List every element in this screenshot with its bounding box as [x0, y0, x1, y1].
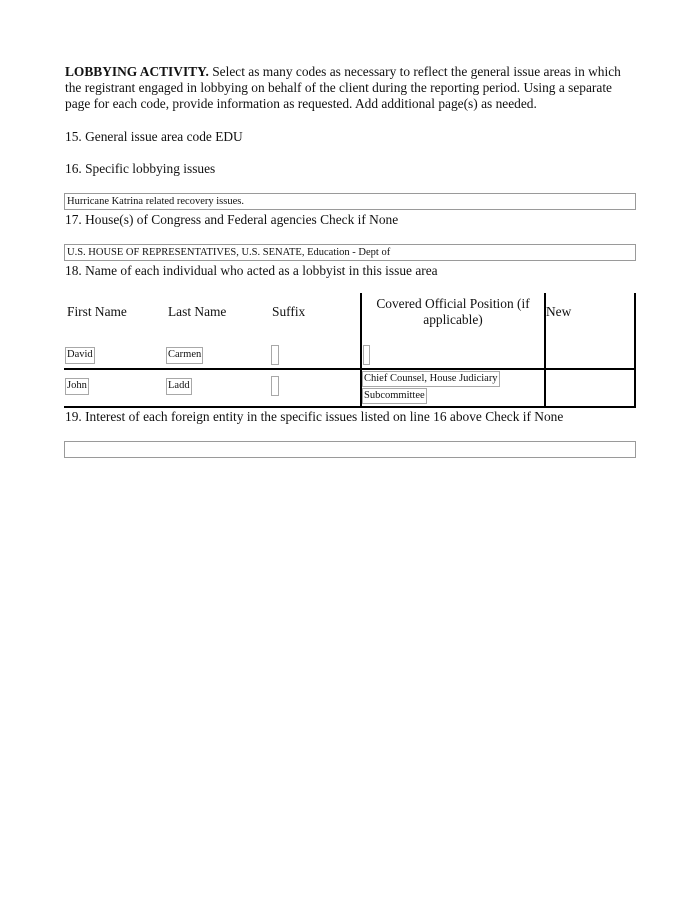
foreign-entity-field[interactable]: [64, 441, 636, 458]
col-new: New: [546, 304, 572, 319]
intro-paragraph: [65, 64, 640, 112]
item15-label: 15. General issue area code EDU: [65, 129, 243, 144]
table-row-divider: [64, 368, 636, 370]
table-divider: [634, 293, 636, 408]
col-suffix: Suffix: [272, 304, 306, 319]
intro-heading: LOBBYING ACTIVITY.: [65, 64, 209, 79]
item19-label: 19. Interest of each foreign entity in the specific issues listed on line 16 above Check if None: [65, 409, 564, 424]
intro-text: Select as many codes as necessary to reflect the general issue areas in which the registrant engaged in lobbying on behalf of the client during the reporting period. Using a separate page for each code, provide information as requested. Add additional page(s) as needed.: [65, 64, 621, 111]
col-last-name: Last Name: [168, 304, 227, 319]
suffix-field[interactable]: [271, 345, 279, 365]
item17-label: 17. House(s) of Congress and Federal agencies Check if None: [65, 212, 399, 227]
position-field-line1[interactable]: Chief Counsel, House Judiciary: [362, 371, 500, 387]
last-name-field[interactable]: Carmen: [166, 347, 203, 364]
agencies-field[interactable]: U.S. HOUSE OF REPRESENTATIVES, U.S. SENATE, Education - Dept of: [64, 244, 636, 261]
last-name-field[interactable]: Ladd: [166, 378, 192, 395]
position-field-line2[interactable]: Subcommittee: [362, 388, 427, 404]
col-first-name: First Name: [67, 304, 127, 319]
table-row-divider: [64, 406, 636, 408]
item18-label: 18. Name of each individual who acted as a lobbyist in this issue area: [65, 263, 438, 278]
col-position: Covered Official Position (if applicable): [376, 296, 530, 327]
first-name-field[interactable]: John: [65, 378, 89, 395]
position-field[interactable]: [363, 345, 370, 365]
specific-issues-field[interactable]: Hurricane Katrina related recovery issues.: [64, 193, 636, 210]
suffix-field[interactable]: [271, 376, 279, 396]
item16-label: 16. Specific lobbying issues: [65, 161, 216, 176]
table-divider: [544, 293, 546, 408]
first-name-field[interactable]: David: [65, 347, 95, 364]
